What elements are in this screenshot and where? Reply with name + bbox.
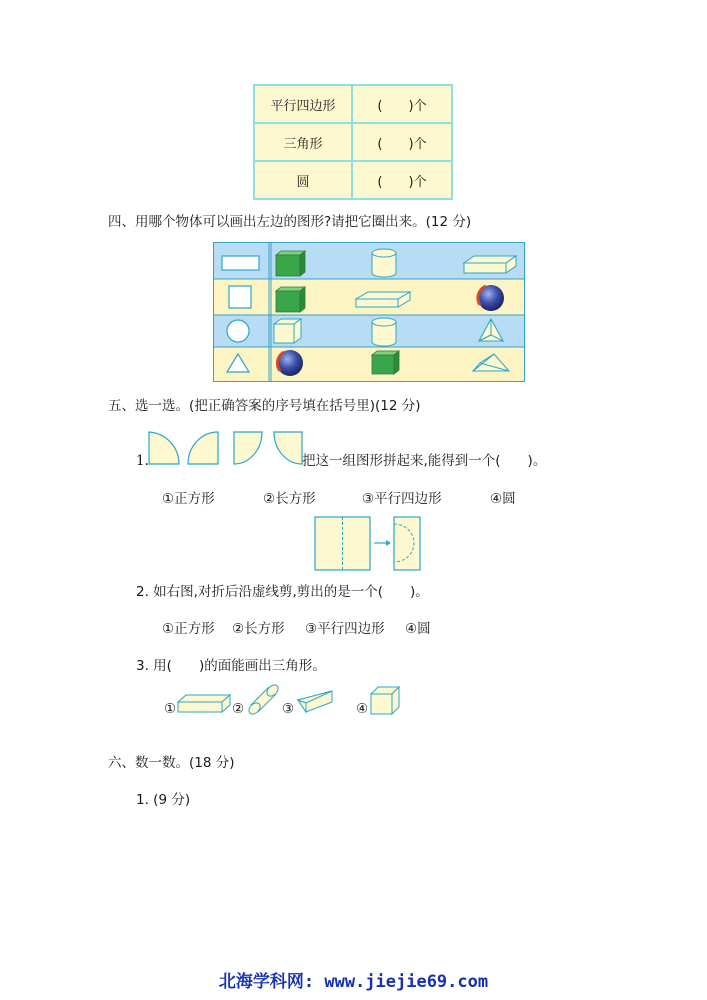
answer-cell[interactable]: ( )个 (352, 123, 452, 161)
triangular-prism-icon (294, 686, 336, 716)
question-number: 1. (136, 453, 149, 469)
shape-name-cell: 三角形 (254, 123, 352, 161)
option-1[interactable]: ① (164, 701, 177, 717)
shape-name-cell: 平行四边形 (254, 85, 352, 123)
option-3[interactable]: ③ (282, 701, 295, 717)
section-4-title: 四、用哪个物体可以画出左边的图形?请把它圈出来。(12 分) (108, 214, 472, 230)
quarter-circle-pieces (146, 428, 306, 468)
shape-matching-grid (214, 243, 524, 381)
option-4[interactable]: ④ (356, 701, 369, 717)
option-3[interactable]: ③平行四边形 (362, 491, 442, 507)
option-1[interactable]: ①正方形 (162, 491, 215, 507)
option-1[interactable]: ①正方形 (162, 621, 215, 637)
question-1-label: 1. (9 分) (136, 792, 191, 808)
cylinder-icon (245, 684, 281, 716)
cube-icon (368, 684, 402, 716)
question-3-text: 3. 用( )的面能画出三角形。 (136, 658, 326, 674)
cuboid-icon (176, 690, 232, 716)
question-1-text: 把这一组图形拼起来,能得到一个( )。 (302, 453, 547, 469)
table-row (254, 85, 452, 123)
option-4[interactable]: ④圆 (490, 491, 516, 507)
answer-cell[interactable]: ( )个 (352, 85, 452, 123)
table-row (254, 161, 452, 199)
question-2-text: 2. 如右图,对折后沿虚线剪,剪出的是一个( )。 (136, 584, 429, 600)
fold-cut-diagram (314, 516, 424, 572)
section-6-title: 六、数一数。(18 分) (108, 755, 235, 771)
answer-cell[interactable]: ( )个 (352, 161, 452, 199)
option-2[interactable]: ②长方形 (263, 491, 316, 507)
count-table (253, 84, 453, 200)
table-row (254, 123, 452, 161)
option-4[interactable]: ④圆 (405, 621, 431, 637)
footer-watermark: 北海学科网: www.jiejie69.com (218, 972, 489, 992)
section-5-title: 五、选一选。(把正确答案的序号填在括号里)(12 分) (108, 398, 421, 414)
option-2[interactable]: ② (232, 701, 245, 717)
shape-matching-table (213, 242, 525, 382)
shape-name-cell: 圆 (254, 161, 352, 199)
option-2[interactable]: ②长方形 (232, 621, 285, 637)
option-3[interactable]: ③平行四边形 (305, 621, 385, 637)
